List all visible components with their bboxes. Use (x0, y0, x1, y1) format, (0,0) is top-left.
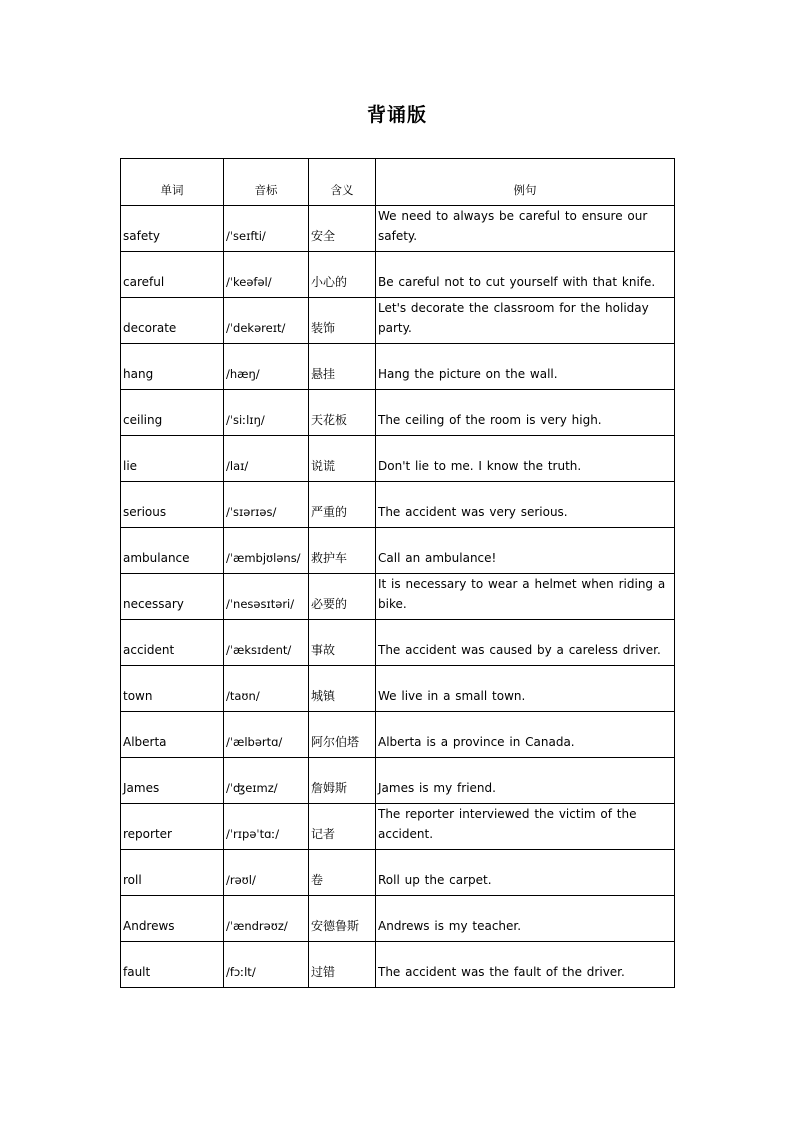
meaning-cell: 记者 (309, 804, 376, 850)
ipa-cell: /taʊn/ (224, 666, 309, 712)
word-cell: lie (121, 436, 224, 482)
example-cell: The accident was very serious. (376, 482, 675, 528)
example-cell: James is my friend. (376, 758, 675, 804)
meaning-cell: 说谎 (309, 436, 376, 482)
example-cell: Roll up the carpet. (376, 850, 675, 896)
word-cell: ambulance (121, 528, 224, 574)
example-cell: We live in a small town. (376, 666, 675, 712)
ipa-cell: /ˈdekəreɪt/ (224, 298, 309, 344)
meaning-cell: 城镇 (309, 666, 376, 712)
word-cell: town (121, 666, 224, 712)
table-row (121, 482, 675, 528)
table-body (121, 206, 675, 988)
header-example: 例句 (376, 159, 675, 206)
table-row (121, 390, 675, 436)
table-row (121, 896, 675, 942)
example-cell: The ceiling of the room is very high. (376, 390, 675, 436)
example-cell: Hang the picture on the wall. (376, 344, 675, 390)
header-word: 单词 (121, 159, 224, 206)
table-row (121, 252, 675, 298)
meaning-cell: 过错 (309, 942, 376, 988)
table-row (121, 666, 675, 712)
ipa-cell: /laɪ/ (224, 436, 309, 482)
table-row (121, 298, 675, 344)
word-cell: fault (121, 942, 224, 988)
table-row (121, 206, 675, 252)
word-cell: roll (121, 850, 224, 896)
meaning-cell: 安全 (309, 206, 376, 252)
ipa-cell: /ˈændrəʊz/ (224, 896, 309, 942)
meaning-cell: 詹姆斯 (309, 758, 376, 804)
ipa-cell: /ˈæksɪdent/ (224, 620, 309, 666)
word-cell: decorate (121, 298, 224, 344)
table-row (121, 758, 675, 804)
ipa-cell: /ˈsɪərɪəs/ (224, 482, 309, 528)
example-cell: Call an ambulance! (376, 528, 675, 574)
ipa-cell: /ˈælbərtɑ/ (224, 712, 309, 758)
table-row (121, 436, 675, 482)
example-cell: The accident was caused by a careless driver. (376, 620, 675, 666)
meaning-cell: 严重的 (309, 482, 376, 528)
example-cell: We need to always be careful to ensure our safety. (376, 206, 675, 252)
table-row (121, 344, 675, 390)
ipa-cell: /ˈrɪpəˈtɑː/ (224, 804, 309, 850)
ipa-cell: /ˈnesəsɪtəri/ (224, 574, 309, 620)
meaning-cell: 装饰 (309, 298, 376, 344)
meaning-cell: 安德鲁斯 (309, 896, 376, 942)
meaning-cell: 必要的 (309, 574, 376, 620)
table-row (121, 620, 675, 666)
table-row (121, 804, 675, 850)
ipa-cell: /ˈsiːlɪŋ/ (224, 390, 309, 436)
meaning-cell: 卷 (309, 850, 376, 896)
ipa-cell: /ˈseɪfti/ (224, 206, 309, 252)
table-row (121, 850, 675, 896)
header-meaning: 含义 (309, 159, 376, 206)
meaning-cell: 小心的 (309, 252, 376, 298)
ipa-cell: /ˈkeəfəl/ (224, 252, 309, 298)
word-cell: reporter (121, 804, 224, 850)
word-cell: accident (121, 620, 224, 666)
table-header-row (121, 159, 675, 206)
word-cell: James (121, 758, 224, 804)
word-cell: careful (121, 252, 224, 298)
example-cell: It is necessary to wear a helmet when riding a bike. (376, 574, 675, 620)
ipa-cell: /rəʊl/ (224, 850, 309, 896)
word-cell: Alberta (121, 712, 224, 758)
example-cell: Let's decorate the classroom for the holiday party. (376, 298, 675, 344)
word-cell: safety (121, 206, 224, 252)
header-ipa: 音标 (224, 159, 309, 206)
ipa-cell: /fɔːlt/ (224, 942, 309, 988)
example-cell: Andrews is my teacher. (376, 896, 675, 942)
table-row (121, 942, 675, 988)
word-cell: ceiling (121, 390, 224, 436)
table-row (121, 528, 675, 574)
meaning-cell: 悬挂 (309, 344, 376, 390)
example-cell: Alberta is a province in Canada. (376, 712, 675, 758)
example-cell: Don't lie to me. I know the truth. (376, 436, 675, 482)
word-cell: serious (121, 482, 224, 528)
meaning-cell: 阿尔伯塔 (309, 712, 376, 758)
page-title: 背诵版 (366, 104, 427, 126)
ipa-cell: /ˈʤeɪmz/ (224, 758, 309, 804)
word-cell: Andrews (121, 896, 224, 942)
ipa-cell: /ˈæmbjʊləns/ (224, 528, 309, 574)
example-cell: The accident was the fault of the driver. (376, 942, 675, 988)
vocabulary-table (120, 158, 675, 988)
example-cell: Be careful not to cut yourself with that knife. (376, 252, 675, 298)
table-row (121, 712, 675, 758)
word-cell: necessary (121, 574, 224, 620)
meaning-cell: 天花板 (309, 390, 376, 436)
table-row (121, 574, 675, 620)
meaning-cell: 救护车 (309, 528, 376, 574)
meaning-cell: 事故 (309, 620, 376, 666)
ipa-cell: /hæŋ/ (224, 344, 309, 390)
example-cell: The reporter interviewed the victim of the accident. (376, 804, 675, 850)
word-cell: hang (121, 344, 224, 390)
